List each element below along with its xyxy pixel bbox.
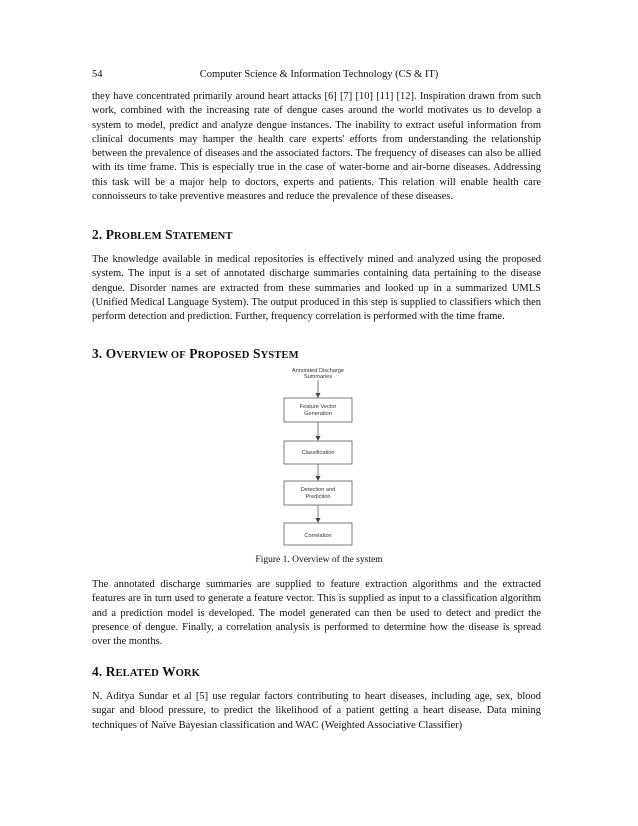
heading-number: 4.	[92, 664, 103, 679]
section-heading-problem-statement	[92, 227, 233, 243]
heading-word: SYSTEM	[252, 346, 299, 361]
problem-statement-paragraph: The knowledge available in medical repositories is effectively mined and analyzed using the proposed system. The input is a set of annotated discharge summaries containing data pertaining to the disease dengue. Disorder names are extracted from these summaries and looked up in a summarized UMLS (Unified Medical Language System). The output produced in this step is supplied to classifiers which then perform detection and prediction. Further, frequency correlation is performed with the time frame.	[92, 254, 541, 323]
heading-word: WORK	[162, 664, 201, 679]
input-label-line2: Summaries	[303, 374, 333, 380]
page-number: 54	[92, 69, 103, 80]
heading-word: PROPOSED	[189, 346, 250, 361]
detection-label-line1: Detection and	[300, 487, 336, 493]
system-overview-diagram	[270, 363, 370, 547]
overview-paragraph: The annotated discharge summaries are supplied to feature extraction algorithms and the extracted features are in turn used to generate a feature vector. This is supplied as input to a classification algorithm and a prediction model is developed. The model generated can then be used to detect and predict the presence of dengue. Finally, a correlation analysis is performed to determine how the disease is spread over the months.	[92, 579, 541, 648]
journal-title: Computer Science & Information Technology (CS & IT)	[199, 69, 439, 80]
feature-vector-label-line2: Generation	[304, 411, 332, 417]
detection-prediction-box	[284, 481, 352, 505]
heading-word: STATEMENT	[165, 227, 233, 242]
figure-caption: Figure 1. Overview of the system	[255, 555, 383, 565]
detection-label-line2: Prediction	[305, 494, 331, 500]
heading-word: OVERVIEW OF	[105, 346, 186, 361]
heading-number: 2.	[92, 227, 103, 242]
related-work-paragraph: N. Aditya Sundar et al [5] use regular factors contributing to heart diseases, including age, sex, blood sugar and blood pressure, to predict the likelihood of a patient getting a heart disease. Data mining techniques of Naïve Bayesian classification and WAC (Weighted Associative Classifier)	[92, 691, 541, 731]
intro-paragraph: they have concentrated primarily around heart attacks [6] [7] [10] [11] [12]. Inspiration drawn from such work, combined with the increasing rate of dengue cases around the world motivates us to develop a system to model, predict and analyze dengue instances. The inability to extract useful information from clinical documents may hamper the health care experts' efforts from understanding the relationship between the prevalence of diseases and the associated factors. The frequency of diseases can also be allied with its time frame. This is especially true in the case of water-borne and air-borne diseases. Addressing this task will be a major help to doctors, experts and patients. This relation will enable health care connoisseurs to take preventive measures and reduce the prevalence of these diseases.	[92, 91, 541, 203]
page-header	[92, 69, 546, 83]
heading-word: PROBLEM	[105, 227, 162, 242]
heading-word: RELATED	[105, 664, 159, 679]
section-heading-overview	[92, 346, 299, 362]
heading-number: 3.	[92, 346, 103, 361]
correlation-label: Correlation	[304, 533, 332, 539]
input-label-line1: Annotated Discharge	[291, 368, 345, 374]
feature-vector-label-line1: Feature Vector	[299, 404, 337, 410]
classification-label: Classification	[301, 450, 335, 456]
feature-vector-box	[284, 398, 352, 422]
section-heading-related-work	[92, 664, 200, 680]
